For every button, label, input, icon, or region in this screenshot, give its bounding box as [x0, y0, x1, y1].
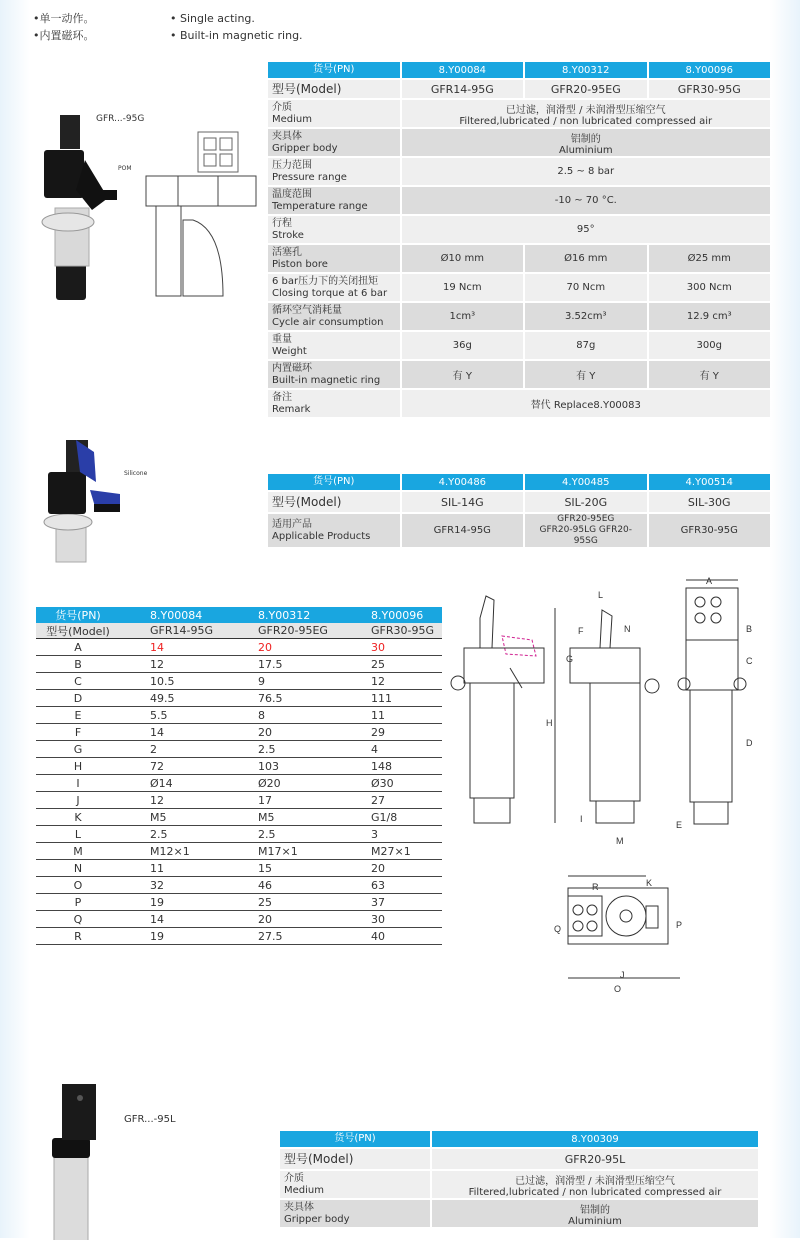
dimension-value: 148 — [371, 759, 392, 773]
dimension-value: 9 — [258, 674, 265, 688]
dimension-value: 19 — [150, 895, 164, 909]
dimension-value: 49.5 — [150, 691, 175, 705]
model-value: SIL-30G — [649, 492, 770, 512]
dimension-value: 10.5 — [150, 674, 175, 688]
drawing-dimension-letter: I — [580, 814, 583, 824]
weight-value: 87g — [525, 332, 646, 359]
weight-label: 重量 Weight — [268, 332, 400, 359]
features-en — [170, 10, 303, 44]
pn-value: 8.Y00312 — [258, 608, 311, 622]
applicable-label: 适用产品 Applicable Products — [268, 514, 400, 547]
feature-en-1: • Single acting. — [170, 12, 255, 25]
dimension-value: 2 — [150, 742, 157, 756]
drawing-dimension-letter: R — [592, 882, 599, 892]
torque-value: 300 Ncm — [649, 274, 770, 301]
pn-value: 4.Y00486 — [402, 474, 523, 490]
spec-table-gfr — [266, 60, 772, 419]
torque-label: 6 bar压力下的关闭扭矩 Closing torque at 6 bar — [268, 274, 400, 301]
pn-header: 货号(PN) — [280, 1131, 430, 1147]
dimension-value: 17.5 — [258, 657, 283, 671]
dimension-value: 17 — [258, 793, 272, 807]
dimension-value: 2.5 — [258, 827, 276, 841]
drawing-dimension-letter: Q — [554, 924, 562, 934]
dimension-letter: F — [74, 725, 82, 739]
model-value: GFR30-95G — [649, 80, 770, 98]
dimension-row — [36, 894, 442, 911]
medium-value: 已过滤，润滑型 / 未润滑型压缩空气 Filtered,lubricated / non lubricated compressed air — [402, 100, 770, 127]
body-value: 铝制的 Aluminium — [432, 1200, 758, 1227]
features-zh — [33, 10, 95, 44]
dimension-value: 5.5 — [150, 708, 168, 722]
magnet-value: 有 Y — [525, 361, 646, 388]
medium-value: 已过滤，润滑型 / 未润滑型压缩空气 Filtered,lubricated / non lubricated compressed air — [432, 1171, 758, 1198]
dimension-value: Ø14 — [150, 776, 173, 790]
feature-en-2: • Built-in magnetic ring. — [170, 29, 303, 42]
dimension-letter: G — [73, 742, 83, 756]
model-value: GFR30-95G — [371, 624, 434, 637]
pn-value: 8.Y00084 — [402, 62, 523, 78]
model-value: GFR14-95G — [150, 624, 213, 637]
dimension-letter: B — [74, 657, 82, 671]
drawing-dimension-letter: P — [676, 920, 683, 930]
dimension-value: 20 — [371, 861, 385, 875]
dimension-table — [36, 607, 442, 945]
dimension-value: 19 — [150, 929, 164, 943]
model-label: 型号(Model) — [268, 80, 400, 98]
dimension-value: 27 — [371, 793, 385, 807]
dimension-value: 15 — [258, 861, 272, 875]
drawing-dimension-letter: N — [624, 624, 631, 634]
pn-value: 8.Y00084 — [150, 608, 203, 622]
dimension-letter: R — [74, 929, 82, 943]
weight-value: 300g — [649, 332, 770, 359]
model-value: GFR20-95L — [432, 1149, 758, 1169]
dimension-value: 11 — [150, 861, 164, 875]
pn-value: 8.Y00312 — [525, 62, 646, 78]
dimension-letter: N — [73, 861, 83, 875]
model-value: GFR20-95EG — [525, 80, 646, 98]
dimension-row — [36, 724, 442, 741]
pressure-label: 压力范围 Pressure range — [268, 158, 400, 185]
dimension-value: 11 — [371, 708, 385, 722]
body-label: 夹具体 Gripper body — [280, 1200, 430, 1227]
dimension-value: 4 — [371, 742, 378, 756]
gripper-photo-95g — [30, 110, 130, 310]
technical-drawing — [450, 578, 800, 998]
dimension-header — [36, 607, 442, 623]
body-label: 夹具体 Gripper body — [268, 129, 400, 156]
pn-value: 8.Y00309 — [432, 1131, 758, 1147]
feature-zh-1: •单一动作。 — [33, 12, 95, 25]
dimension-value: 72 — [150, 759, 164, 773]
dimension-row — [36, 792, 442, 809]
air-value: 3.52cm³ — [525, 303, 646, 330]
air-label: 循环空气消耗量 Cycle air consumption — [268, 303, 400, 330]
dimension-letter: I — [76, 776, 80, 790]
air-value: 1cm³ — [402, 303, 523, 330]
dimension-letter: E — [74, 708, 82, 722]
dimension-value: 76.5 — [258, 691, 283, 705]
dimension-row — [36, 741, 442, 758]
dimension-letter: Q — [73, 912, 83, 926]
dimension-row — [36, 809, 442, 826]
dimension-value: M17×1 — [258, 844, 298, 858]
dimension-value: Ø20 — [258, 776, 281, 790]
dimension-value: 63 — [371, 878, 385, 892]
dimension-value: 30 — [371, 640, 385, 654]
dimension-row — [36, 860, 442, 877]
temperature-value: -10 ~ 70 °C. — [402, 187, 770, 214]
dimension-rows — [36, 639, 442, 945]
medium-label: 介质 Medium — [280, 1171, 430, 1198]
dimension-value: 111 — [371, 691, 392, 705]
product-label-95l: GFR...-95L — [124, 1114, 176, 1125]
dimension-value: 14 — [150, 725, 164, 739]
dimension-letter: K — [74, 810, 82, 824]
drawing-dimension-letter: E — [676, 820, 683, 830]
drawing-dimension-letter: K — [646, 878, 653, 888]
magnet-value: 有 Y — [649, 361, 770, 388]
dimension-value: 2.5 — [150, 827, 168, 841]
drawing-dimension-letter: D — [746, 738, 753, 748]
dimension-letter: M — [73, 844, 83, 858]
dimension-row — [36, 673, 442, 690]
magnet-value: 有 Y — [402, 361, 523, 388]
torque-value: 70 Ncm — [525, 274, 646, 301]
dimension-value: M5 — [258, 810, 275, 824]
dimension-value: 2.5 — [258, 742, 276, 756]
dimension-value: 20 — [258, 912, 272, 926]
drawing-dimension-letter: A — [706, 576, 713, 586]
dimension-letter: J — [76, 793, 80, 807]
dimension-value: 3 — [371, 827, 378, 841]
temperature-label: 温度范围 Temperature range — [268, 187, 400, 214]
dimension-row — [36, 826, 442, 843]
dimension-value: M5 — [150, 810, 167, 824]
remark-label: 备注 Remark — [268, 390, 400, 417]
dimension-value: Ø30 — [371, 776, 394, 790]
dimension-row — [36, 707, 442, 724]
model-value: GFR20-95EG — [258, 624, 328, 637]
dimension-row — [36, 928, 442, 945]
dimension-row — [36, 758, 442, 775]
dimension-value: M12×1 — [150, 844, 190, 858]
pn-header: 货号(PN) — [55, 609, 101, 622]
dimension-letter: L — [74, 827, 82, 841]
drawing-dimension-letter: M — [616, 836, 624, 846]
model-value: GFR14-95G — [402, 80, 523, 98]
dimension-value: 103 — [258, 759, 279, 773]
dimension-letter: H — [73, 759, 83, 773]
dimension-value: G1/8 — [371, 810, 398, 824]
dimension-value: 32 — [150, 878, 164, 892]
applicable-value: GFR14-95G — [402, 514, 523, 547]
dimension-value: 12 — [371, 674, 385, 688]
dimension-value: M27×1 — [371, 844, 411, 858]
dimension-row — [36, 843, 442, 860]
applicable-value: GFR30-95G — [649, 514, 770, 547]
drawing-dimension-letter: H — [546, 718, 553, 728]
dimension-row — [36, 639, 442, 656]
gripper-photo-silicone — [36, 432, 136, 567]
dimension-row — [36, 877, 442, 894]
product-label-95g: GFR...-95G — [96, 114, 145, 124]
stroke-value: 95° — [402, 216, 770, 243]
weight-value: 36g — [402, 332, 523, 359]
dimension-letter: O — [73, 878, 83, 892]
bore-value: Ø16 mm — [525, 245, 646, 272]
installation-sketch — [138, 120, 258, 300]
magnet-label: 内置磁环 Built-in magnetic ring — [268, 361, 400, 388]
dimension-value: 20 — [258, 640, 272, 654]
model-value: SIL-14G — [402, 492, 523, 512]
pn-value: 8.Y00096 — [649, 62, 770, 78]
stroke-label: 行程 Stroke — [268, 216, 400, 243]
dimension-value: 14 — [150, 640, 164, 654]
dimension-value: 30 — [371, 912, 385, 926]
dimension-value: 25 — [258, 895, 272, 909]
drawing-dimension-letter: J — [620, 970, 625, 980]
applicable-value: GFR20-95EG GFR20-95LG GFR20-95SG — [525, 514, 646, 547]
pn-header: 货号(PN) — [268, 474, 400, 490]
pn-value: 4.Y00514 — [649, 474, 770, 490]
body-value: 铝制的 Aluminium — [402, 129, 770, 156]
model-label: 型号(Model) — [46, 624, 110, 638]
dimension-value: 27.5 — [258, 929, 283, 943]
dimension-value: 29 — [371, 725, 385, 739]
pn-header: 货号(PN) — [268, 62, 400, 78]
medium-label: 介质 Medium — [268, 100, 400, 127]
pn-value: 4.Y00485 — [525, 474, 646, 490]
dimension-value: 40 — [371, 929, 385, 943]
spec-table-95l — [278, 1129, 760, 1229]
dimension-value: 37 — [371, 895, 385, 909]
dimension-model-row — [36, 623, 442, 639]
pressure-value: 2.5 ~ 8 bar — [402, 158, 770, 185]
dimension-value: 12 — [150, 793, 164, 807]
model-value: SIL-20G — [525, 492, 646, 512]
silicone-callout: Silicone — [124, 470, 148, 477]
dimension-row — [36, 690, 442, 707]
dimension-row — [36, 911, 442, 928]
dimension-value: 12 — [150, 657, 164, 671]
drawing-dimension-letter: C — [746, 656, 753, 666]
model-label: 型号(Model) — [280, 1149, 430, 1169]
bore-value: Ø25 mm — [649, 245, 770, 272]
dimension-row — [36, 656, 442, 673]
feature-zh-2: •内置磁环。 — [33, 29, 95, 42]
dimension-value: 14 — [150, 912, 164, 926]
dimension-row — [36, 775, 442, 792]
dimension-value: 46 — [258, 878, 272, 892]
pn-value: 8.Y00096 — [371, 608, 424, 622]
remark-value: 替代 Replace8.Y00083 — [402, 390, 770, 417]
gripper-photo-95l — [40, 1080, 120, 1240]
dimension-value: 25 — [371, 657, 385, 671]
model-label: 型号(Model) — [268, 492, 400, 512]
drawing-dimension-letter: F — [578, 626, 584, 636]
torque-value: 19 Ncm — [402, 274, 523, 301]
drawing-dimension-letter: B — [746, 624, 753, 634]
dimension-value: 8 — [258, 708, 265, 722]
dimension-letter: A — [74, 640, 82, 654]
dimension-letter: D — [73, 691, 83, 705]
air-value: 12.9 cm³ — [649, 303, 770, 330]
drawing-dimension-letter: L — [598, 590, 604, 600]
dimension-letter: C — [74, 674, 82, 688]
dimension-letter: P — [74, 895, 82, 909]
drawing-dimension-letter: O — [614, 984, 622, 994]
bore-value: Ø10 mm — [402, 245, 523, 272]
spec-table-silicone — [266, 472, 772, 549]
pom-callout: POM — [118, 165, 132, 172]
bore-label: 活塞孔 Piston bore — [268, 245, 400, 272]
drawing-dimension-letter: G — [566, 654, 574, 664]
dimension-value: 20 — [258, 725, 272, 739]
